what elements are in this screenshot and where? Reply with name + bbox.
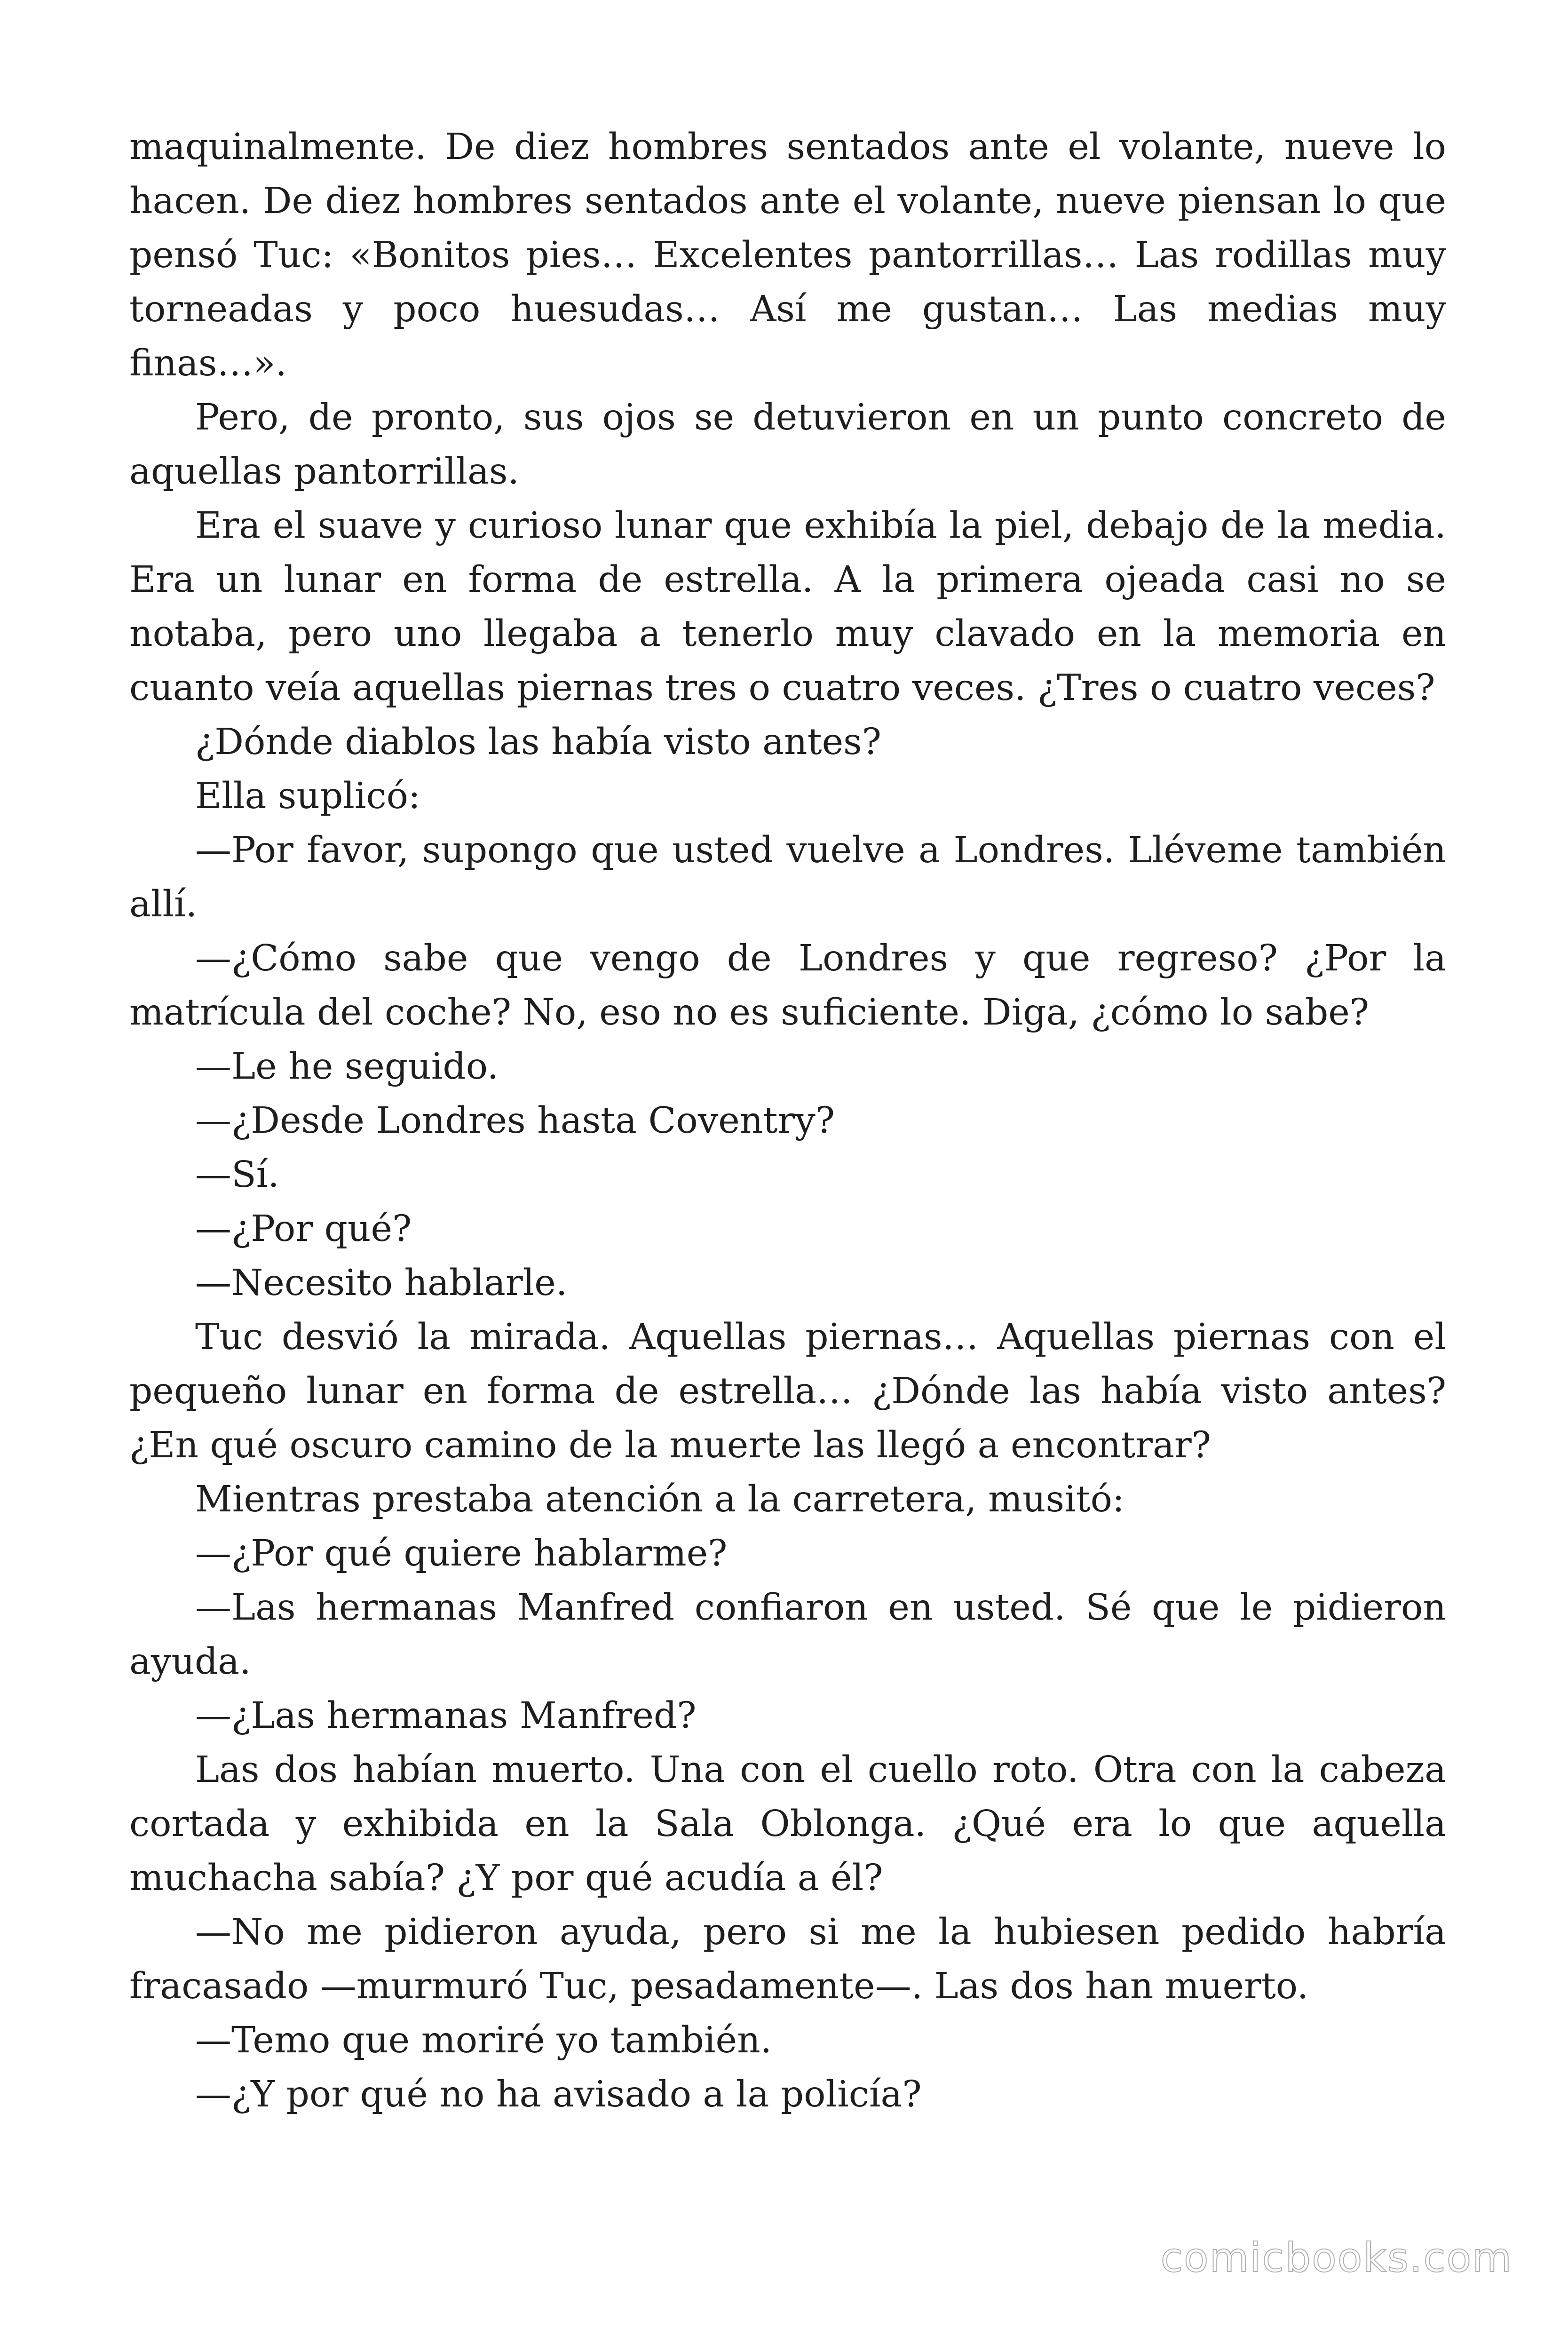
dialogue-line: —¿Cómo sabe que vengo de Londres y que regreso? ¿Por la matrícula del coche? No, eso no es suficiente. Diga, ¿cómo lo sabe?	[129, 938, 1446, 1033]
dialogue-line: —¿Desde Londres hasta Coventry?	[195, 1100, 835, 1142]
paragraph: maquinalmente. De diez hombres sentados ante el volante, nueve lo hacen. De diez hombres sentados ante el volante, nueve piensan lo que pensó Tuc: «Bonitos pies… Excelentes pantorrillas… Las rodillas muy torneadas y poco huesudas… Así me gustan… Las medias muy finas…».	[129, 126, 1446, 384]
paragraph: ¿Dónde diablos las había visto antes?	[195, 721, 881, 763]
dialogue-line: —¿Por qué?	[195, 1208, 412, 1250]
dialogue-line: —Las hermanas Manfred confiaron en usted. Sé que le pidieron ayuda.	[129, 1587, 1446, 1683]
paragraph: Ella suplicó:	[195, 775, 420, 817]
paragraph: Era el suave y curioso lunar que exhibía la piel, debajo de la media. Era un lunar en forma de estrella. A la primera ojeada casi no se notaba, pero uno llegaba a tenerlo muy clavado en la memoria en cuanto veía aquellas piernas tres o cuatro veces. ¿Tres o cuatro veces?	[129, 505, 1446, 709]
dialogue-line: —¿Y por qué no ha avisado a la policía?	[195, 2074, 922, 2115]
watermark: comicbooks.com	[1160, 2234, 1513, 2281]
dialogue-line: —¿Las hermanas Manfred?	[195, 1695, 697, 1737]
paragraph: Pero, de pronto, sus ojos se detuvieron en un punto concreto de aquellas pantorrillas.	[129, 397, 1446, 493]
dialogue-line: —¿Por qué quiere hablarme?	[195, 1533, 728, 1574]
dialogue-line: —No me pidieron ayuda, pero si me la hubiesen pedido habría fracasado —murmuró Tuc, pesadamente—. Las dos han muerto.	[129, 1911, 1446, 2007]
book-page-text	[129, 120, 1446, 2122]
paragraph: Mientras prestaba atención a la carretera, musitó:	[195, 1478, 1125, 1520]
dialogue-line: —Temo que moriré yo también.	[195, 2019, 772, 2061]
dialogue-line: —Le he seguido.	[195, 1046, 499, 1088]
paragraph: Las dos habían muerto. Una con el cuello roto. Otra con la cabeza cortada y exhibida en la Sala Oblonga. ¿Qué era lo que aquella muchacha sabía? ¿Y por qué acudía a él?	[129, 1749, 1446, 1899]
dialogue-line: —Necesito hablarle.	[195, 1262, 568, 1304]
paragraph: Tuc desvió la mirada. Aquellas piernas… Aquellas piernas con el pequeño lunar en forma de estrella… ¿Dónde las había visto antes? ¿En qué oscuro camino de la muerte las llegó a encontrar?	[129, 1316, 1446, 1466]
dialogue-line: —Sí.	[195, 1154, 279, 1196]
dialogue-line: —Por favor, supongo que usted vuelve a Londres. Lléveme también allí.	[129, 829, 1446, 925]
